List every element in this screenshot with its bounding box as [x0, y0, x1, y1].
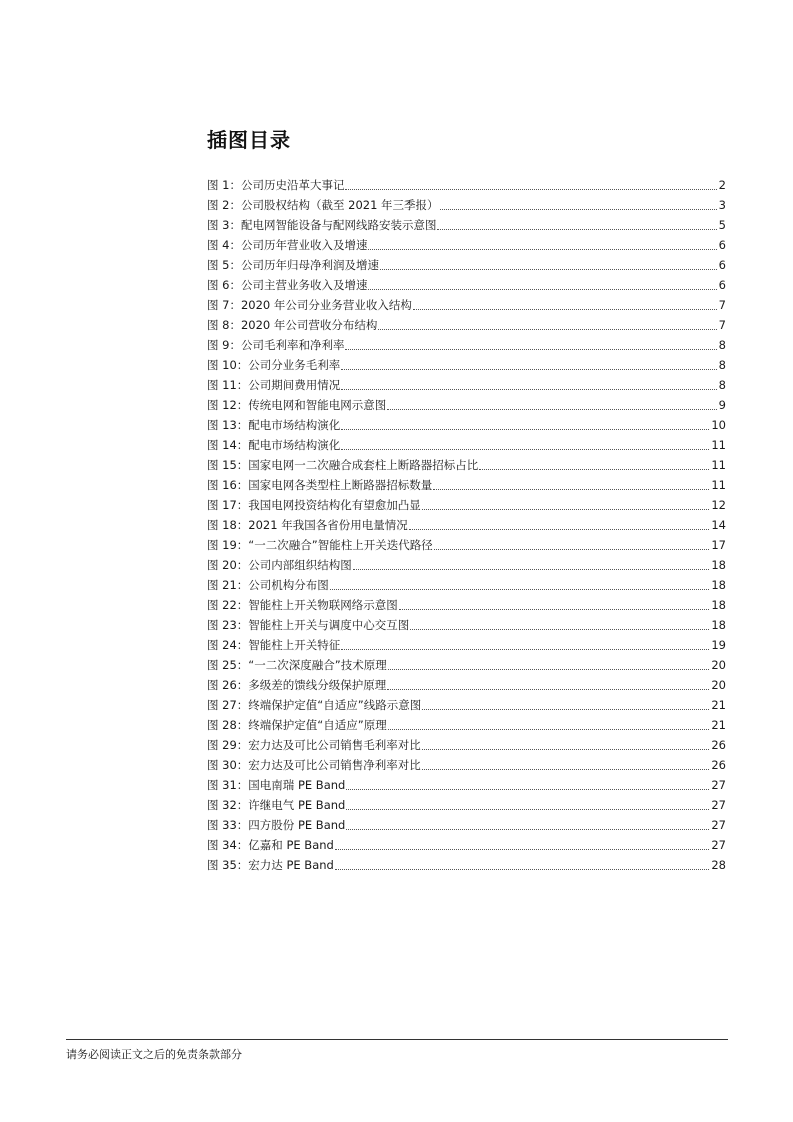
toc-entry[interactable] — [207, 635, 726, 655]
toc-entry-page-number: 3 — [718, 198, 726, 212]
toc-leader-dots — [422, 495, 710, 510]
toc-entry-page-number: 11 — [711, 458, 726, 472]
toc-entry-page-number: 6 — [718, 238, 726, 252]
toc-entry[interactable] — [207, 695, 726, 715]
toc-leader-dots — [353, 555, 710, 570]
toc-entry-page-number: 17 — [711, 538, 726, 552]
toc-leader-dots — [335, 855, 710, 870]
toc-entry-page-number: 27 — [711, 818, 726, 832]
toc-entry-page-number: 8 — [718, 338, 726, 352]
toc-entry-label: 图 1：公司历史沿革大事记 — [207, 178, 345, 192]
toc-entry-label: 图 14：配电市场结构演化 — [207, 438, 341, 452]
toc-entry-page-number: 11 — [711, 438, 726, 452]
toc-entry-page-number: 20 — [711, 678, 726, 692]
toc-entry-label: 图 20：公司内部组织结构图 — [207, 558, 352, 572]
toc-entry-label: 图 3：配电网智能设备与配网线路安装示意图 — [207, 218, 437, 232]
toc-leader-dots — [341, 375, 716, 390]
toc-leader-dots — [378, 315, 716, 330]
toc-entry-label: 图 30：宏力达及可比公司销售净利率对比 — [207, 758, 421, 772]
toc-entry-page-number: 8 — [718, 358, 726, 372]
toc-leader-dots — [433, 475, 709, 490]
toc-entry[interactable] — [207, 435, 726, 455]
toc-entry-label: 图 32：许继电气 PE Band — [207, 798, 346, 812]
toc-entry[interactable] — [207, 455, 726, 475]
toc-entry-page-number: 18 — [711, 558, 726, 572]
toc-entry-page-number: 19 — [711, 638, 726, 652]
toc-leader-dots — [437, 215, 716, 230]
toc-entry[interactable] — [207, 335, 726, 355]
toc-entry-label: 图 34：亿嘉和 PE Band — [207, 838, 334, 852]
toc-leader-dots — [345, 335, 716, 350]
toc-entry-page-number: 18 — [711, 618, 726, 632]
toc-leader-dots — [346, 775, 709, 790]
toc-entry-label: 图 26：多级差的馈线分级保护原理 — [207, 678, 387, 692]
figure-toc-list — [207, 175, 726, 875]
toc-entry-page-number: 21 — [711, 718, 726, 732]
toc-leader-dots — [409, 515, 710, 530]
toc-entry[interactable] — [207, 215, 726, 235]
toc-entry-page-number: 7 — [718, 318, 726, 332]
toc-entry-page-number: 14 — [711, 518, 726, 532]
toc-leader-dots — [335, 835, 710, 850]
toc-entry-label: 图 12：传统电网和智能电网示意图 — [207, 398, 387, 412]
toc-entry-label: 图 16：国家电网各类型柱上断路器招标数量 — [207, 478, 433, 492]
toc-leader-dots — [422, 755, 710, 770]
toc-entry-label: 图 6：公司主营业务收入及增速 — [207, 278, 368, 292]
toc-entry-page-number: 27 — [711, 838, 726, 852]
toc-entry-label: 图 25：“一二次深度融合”技术原理 — [207, 658, 387, 672]
toc-entry-label: 图 31：国电南瑞 PE Band — [207, 778, 346, 792]
toc-leader-dots — [341, 415, 709, 430]
toc-entry-label: 图 19：“一二次融合”智能柱上开关迭代路径 — [207, 538, 433, 552]
toc-entry-label: 图 22：智能柱上开关物联网络示意图 — [207, 598, 398, 612]
toc-entry-label: 图 29：宏力达及可比公司销售毛利率对比 — [207, 738, 421, 752]
toc-leader-dots — [479, 455, 709, 470]
toc-entry[interactable] — [207, 575, 726, 595]
footer-divider — [66, 1039, 728, 1040]
toc-entry[interactable] — [207, 275, 726, 295]
toc-entry-page-number: 9 — [718, 398, 726, 412]
toc-entry-label: 图 35：宏力达 PE Band — [207, 858, 334, 872]
toc-entry-label: 图 24：智能柱上开关特征 — [207, 638, 341, 652]
toc-entry-label: 图 23：智能柱上开关与调度中心交互图 — [207, 618, 410, 632]
toc-leader-dots — [346, 815, 709, 830]
toc-entry[interactable] — [207, 855, 726, 875]
toc-entry-page-number: 12 — [711, 498, 726, 512]
toc-leader-dots — [410, 615, 709, 630]
toc-entry[interactable] — [207, 415, 726, 435]
toc-entry-page-number: 26 — [711, 758, 726, 772]
toc-leader-dots — [434, 535, 710, 550]
toc-entry[interactable] — [207, 175, 726, 195]
toc-entry[interactable] — [207, 755, 726, 775]
toc-entry-label: 图 11：公司期间费用情况 — [207, 378, 341, 392]
toc-entry-label: 图 10：公司分业务毛利率 — [207, 358, 341, 372]
toc-entry-label: 图 15：国家电网一二次融合成套柱上断路器招标占比 — [207, 458, 479, 472]
toc-entry[interactable] — [207, 395, 726, 415]
toc-leader-dots — [380, 255, 717, 270]
toc-entry-page-number: 28 — [711, 858, 726, 872]
toc-leader-dots — [399, 595, 710, 610]
toc-entry-label: 图 27：终端保护定值“自适应”线路示意图 — [207, 698, 422, 712]
footer-disclaimer: 请务必阅读正文之后的免责条款部分 — [66, 1048, 242, 1061]
toc-entry-page-number: 5 — [718, 218, 726, 232]
toc-entry-page-number: 6 — [718, 278, 726, 292]
toc-leader-dots — [388, 715, 710, 730]
toc-entry[interactable] — [207, 815, 726, 835]
toc-leader-dots — [341, 635, 709, 650]
toc-entry[interactable] — [207, 295, 726, 315]
toc-entry-page-number: 20 — [711, 658, 726, 672]
toc-entry-page-number: 11 — [711, 478, 726, 492]
toc-entry[interactable] — [207, 595, 726, 615]
toc-leader-dots — [422, 695, 709, 710]
toc-leader-dots — [345, 175, 716, 190]
toc-entry[interactable] — [207, 535, 726, 555]
toc-entry-label: 图 7：2020 年公司分业务营业收入结构 — [207, 298, 412, 312]
toc-entry-page-number: 8 — [718, 378, 726, 392]
toc-entry[interactable] — [207, 615, 726, 635]
toc-entry-page-number: 26 — [711, 738, 726, 752]
toc-entry[interactable] — [207, 235, 726, 255]
toc-leader-dots — [440, 195, 717, 210]
toc-leader-dots — [341, 355, 716, 370]
toc-entry-page-number: 21 — [711, 698, 726, 712]
toc-entry-label: 图 5：公司历年归母净利润及增速 — [207, 258, 379, 272]
toc-entry-label: 图 2：公司股权结构（截至 2021 年三季报） — [207, 198, 439, 212]
toc-entry-page-number: 27 — [711, 778, 726, 792]
toc-entry[interactable] — [207, 495, 726, 515]
toc-leader-dots — [387, 675, 709, 690]
toc-entry-label: 图 18：2021 年我国各省份用电量情况 — [207, 518, 408, 532]
toc-entry-page-number: 18 — [711, 578, 726, 592]
toc-leader-dots — [368, 235, 716, 250]
toc-entry[interactable] — [207, 355, 726, 375]
toc-leader-dots — [368, 275, 716, 290]
toc-entry[interactable] — [207, 795, 726, 815]
toc-entry[interactable] — [207, 375, 726, 395]
toc-entry[interactable] — [207, 715, 726, 735]
toc-entry[interactable] — [207, 735, 726, 755]
toc-entry-label: 图 28：终端保护定值“自适应”原理 — [207, 718, 387, 732]
toc-entry[interactable] — [207, 515, 726, 535]
toc-leader-dots — [330, 575, 710, 590]
toc-entry-label: 图 8：2020 年公司营收分布结构 — [207, 318, 378, 332]
toc-entry-page-number: 2 — [718, 178, 726, 192]
toc-entry[interactable] — [207, 475, 726, 495]
toc-entry-label: 图 9：公司毛利率和净利率 — [207, 338, 345, 352]
toc-entry[interactable] — [207, 835, 726, 855]
toc-leader-dots — [346, 795, 709, 810]
toc-entry[interactable] — [207, 655, 726, 675]
toc-entry-page-number: 6 — [718, 258, 726, 272]
toc-entry[interactable] — [207, 775, 726, 795]
page-title: 插图目录 — [207, 128, 291, 152]
toc-entry-label: 图 21：公司机构分布图 — [207, 578, 329, 592]
toc-entry[interactable] — [207, 555, 726, 575]
toc-leader-dots — [413, 295, 717, 310]
toc-entry-page-number: 18 — [711, 598, 726, 612]
toc-leader-dots — [387, 395, 716, 410]
toc-leader-dots — [388, 655, 710, 670]
toc-leader-dots — [341, 435, 709, 450]
toc-entry[interactable] — [207, 315, 726, 335]
toc-entry[interactable] — [207, 195, 726, 215]
toc-leader-dots — [422, 735, 710, 750]
toc-entry-label: 图 17：我国电网投资结构化有望愈加凸显 — [207, 498, 421, 512]
toc-entry-page-number: 27 — [711, 798, 726, 812]
toc-entry-label: 图 13：配电市场结构演化 — [207, 418, 341, 432]
toc-entry[interactable] — [207, 255, 726, 275]
toc-entry-label: 图 4：公司历年营业收入及增速 — [207, 238, 368, 252]
toc-entry-page-number: 10 — [711, 418, 726, 432]
toc-entry[interactable] — [207, 675, 726, 695]
toc-entry-page-number: 7 — [718, 298, 726, 312]
toc-entry-label: 图 33：四方股份 PE Band — [207, 818, 346, 832]
